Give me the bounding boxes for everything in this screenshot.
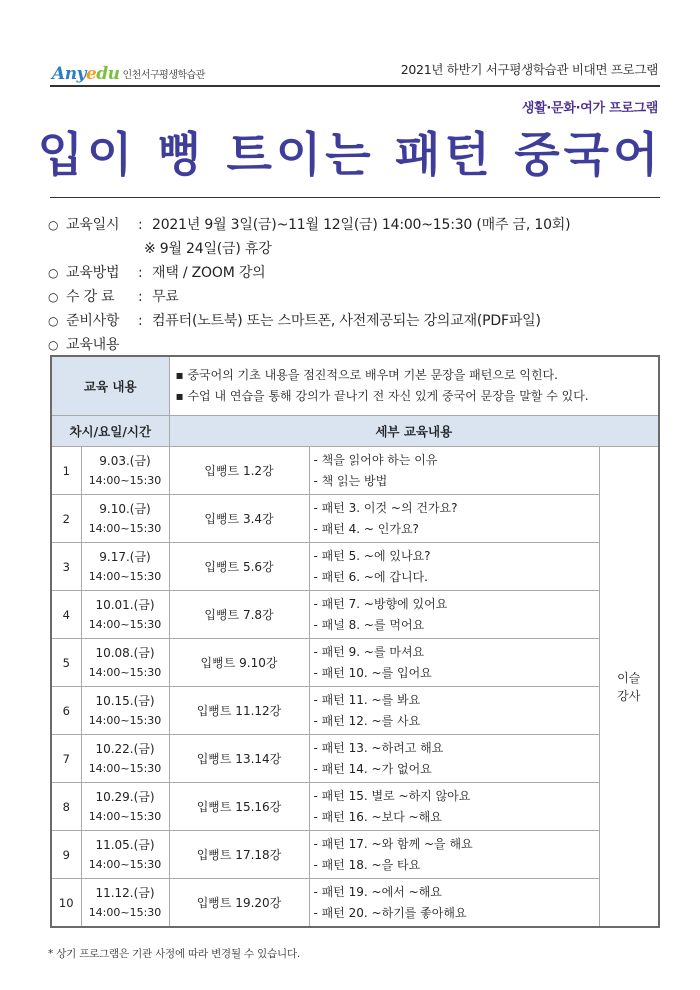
session-topics	[309, 687, 599, 735]
info-row-content	[48, 333, 570, 357]
session-datetime	[81, 687, 169, 735]
info-value: 컴퓨터(노트북) 또는 스마트폰, 사전제공되는 강의교재(PDF파일)	[152, 313, 541, 329]
session-topics	[309, 735, 599, 783]
session-date: 9.03.(금)	[99, 453, 151, 468]
session-time: 14:00~15:30	[88, 569, 162, 583]
session-topic: - 패턴 20. ~하기를 좋아해요	[313, 905, 467, 920]
info-colon: :	[138, 289, 143, 305]
session-topic: - 패턴 7. ~방향에 있어요	[313, 596, 448, 611]
session-datetime	[81, 447, 169, 495]
session-row	[51, 735, 659, 783]
info-label: 준비사항	[66, 313, 120, 329]
info-value: 무료	[152, 289, 179, 305]
info-value: 재택 / ZOOM 강의	[152, 265, 266, 281]
info-row-fee	[48, 285, 570, 309]
session-row	[51, 831, 659, 879]
session-topics	[309, 447, 599, 495]
session-course: 입뻥트 15.16강	[169, 783, 309, 831]
session-course: 입뻥트 1.2강	[169, 447, 309, 495]
session-topic: - 패턴 19. ~에서 ~해요	[313, 884, 442, 899]
session-topic: - 패널 8. ~를 먹어요	[313, 617, 425, 632]
session-date: 11.05.(금)	[95, 837, 155, 852]
instructor-cell	[599, 447, 659, 928]
session-topic: - 패턴 4. ~ 인가요?	[313, 521, 419, 536]
session-time: 14:00~15:30	[88, 857, 162, 871]
instructor-title: 강사	[617, 688, 641, 703]
session-time: 14:00~15:30	[88, 713, 162, 727]
session-topic: - 패턴 15. 별로 ~하지 않아요	[313, 788, 471, 803]
summary-content	[169, 356, 659, 416]
session-datetime	[81, 735, 169, 783]
session-time: 14:00~15:30	[88, 665, 162, 679]
session-course: 입뻥트 7.8강	[169, 591, 309, 639]
footnote: * 상기 프로그램은 기관 사정에 따라 변경될 수 있습니다.	[48, 948, 301, 960]
session-time: 14:00~15:30	[88, 761, 162, 775]
session-time: 14:00~15:30	[88, 617, 162, 631]
session-topics	[309, 831, 599, 879]
info-colon: :	[138, 217, 143, 233]
circle-bullet-icon: ○	[48, 290, 59, 304]
summary-row	[51, 356, 659, 416]
session-number: 3	[51, 543, 81, 591]
session-topics	[309, 495, 599, 543]
session-topic: - 패턴 13. ~하려고 해요	[313, 740, 444, 755]
session-date: 10.29.(금)	[95, 789, 155, 804]
session-row	[51, 495, 659, 543]
session-topic: - 패턴 6. ~에 갑니다.	[313, 569, 428, 584]
session-list	[51, 447, 659, 928]
session-date: 10.08.(금)	[95, 645, 155, 660]
summary-label: 교육 내용	[51, 356, 169, 416]
info-value: 2021년 9월 3일(금)~11월 12일(금) 14:00~15:30 (매주 금, 10회)	[152, 217, 571, 233]
session-date: 11.12.(금)	[95, 885, 155, 900]
session-time: 14:00~15:30	[88, 521, 162, 535]
circle-bullet-icon: ○	[48, 314, 59, 328]
session-row	[51, 783, 659, 831]
session-date: 10.15.(금)	[95, 693, 155, 708]
session-number: 9	[51, 831, 81, 879]
session-time: 14:00~15:30	[88, 473, 162, 487]
session-topic: - 패턴 10. ~를 입어요	[313, 665, 432, 680]
logo-org-name: 인천서구평생학습관	[122, 70, 205, 81]
session-topic: - 패턴 3. 이것 ~의 건가요?	[313, 500, 458, 515]
session-row	[51, 639, 659, 687]
session-topic: - 패턴 17. ~와 함께 ~을 해요	[313, 836, 473, 851]
session-datetime	[81, 639, 169, 687]
summary-point: ▪ 수업 내 연습을 통해 강의가 끝나기 전 자신 있게 중국어 문장을 말할 수 있다.	[175, 389, 589, 403]
session-course: 입뻥트 9.10강	[169, 639, 309, 687]
column-header-detail: 세부 교육내용	[169, 416, 659, 447]
session-number: 2	[51, 495, 81, 543]
session-datetime	[81, 495, 169, 543]
session-datetime	[81, 879, 169, 928]
header-divider	[50, 85, 660, 87]
session-datetime	[81, 543, 169, 591]
program-category: 생활·문화·여가 프로그램	[521, 101, 658, 116]
session-row	[51, 543, 659, 591]
session-date: 10.01.(금)	[95, 597, 155, 612]
session-topic: - 책 읽는 방법	[313, 473, 388, 488]
session-topics	[309, 591, 599, 639]
session-topic: - 패턴 18. ~을 타요	[313, 857, 421, 872]
session-date: 10.22.(금)	[95, 741, 155, 756]
session-course: 입뻥트 11.12강	[169, 687, 309, 735]
info-holiday-note: ※ 9월 24일(금) 휴강	[144, 241, 272, 257]
session-topic: - 패턴 14. ~가 없어요	[313, 761, 432, 776]
info-row-schedule	[48, 213, 570, 237]
column-header-session: 차시/요일/시간	[51, 416, 169, 447]
info-label: 교육일시	[66, 217, 120, 233]
session-datetime	[81, 591, 169, 639]
session-datetime	[81, 783, 169, 831]
info-label: 교육내용	[66, 337, 120, 353]
column-header-row	[51, 416, 659, 447]
session-course: 입뻥트 5.6강	[169, 543, 309, 591]
instructor-name: 이슬	[617, 670, 641, 685]
curriculum-table	[50, 355, 660, 928]
logo-brand: Anyedu	[52, 64, 120, 84]
session-number: 1	[51, 447, 81, 495]
circle-bullet-icon: ○	[48, 218, 59, 232]
program-info	[48, 213, 570, 357]
info-row-method	[48, 261, 570, 285]
session-topics	[309, 543, 599, 591]
info-row-preparation	[48, 309, 570, 333]
session-topics	[309, 783, 599, 831]
header-title: 2021년 하반기 서구평생학습관 비대면 프로그램	[400, 62, 658, 77]
session-topic: - 패턴 11. ~를 봐요	[313, 692, 421, 707]
info-label: 교육방법	[66, 265, 120, 281]
session-row	[51, 687, 659, 735]
session-date: 9.17.(금)	[99, 549, 151, 564]
organization-logo	[52, 58, 205, 84]
circle-bullet-icon: ○	[48, 266, 59, 280]
circle-bullet-icon: ○	[48, 338, 59, 352]
session-topic: - 패턴 12. ~를 사요	[313, 713, 421, 728]
session-topic: - 패턴 9. ~를 마셔요	[313, 644, 425, 659]
session-course: 입뻥트 19.20강	[169, 879, 309, 928]
session-topic: - 패턴 16. ~보다 ~해요	[313, 809, 442, 824]
session-number: 6	[51, 687, 81, 735]
session-topics	[309, 639, 599, 687]
title-divider	[50, 197, 660, 198]
summary-point: ▪ 중국어의 기초 내용을 점진적으로 배우며 기본 문장을 패턴으로 익힌다.	[175, 368, 558, 382]
info-label: 수 강 료	[66, 289, 115, 305]
session-date: 9.10.(금)	[99, 501, 151, 516]
info-colon: :	[138, 265, 143, 281]
session-datetime	[81, 831, 169, 879]
session-time: 14:00~15:30	[88, 809, 162, 823]
session-topics	[309, 879, 599, 928]
session-row	[51, 879, 659, 928]
session-number: 5	[51, 639, 81, 687]
session-number: 10	[51, 879, 81, 928]
session-time: 14:00~15:30	[88, 905, 162, 919]
info-colon: :	[138, 313, 143, 329]
session-row	[51, 447, 659, 495]
session-number: 7	[51, 735, 81, 783]
session-number: 8	[51, 783, 81, 831]
session-course: 입뻥트 17.18강	[169, 831, 309, 879]
session-course: 입뻥트 3.4강	[169, 495, 309, 543]
session-topic: - 책을 읽어야 하는 이유	[313, 452, 438, 467]
session-topic: - 패턴 5. ~에 있나요?	[313, 548, 431, 563]
session-course: 입뻥트 13.14강	[169, 735, 309, 783]
session-number: 4	[51, 591, 81, 639]
page-title: 입이 뻥 트이는 패턴 중국어	[37, 128, 663, 183]
session-row	[51, 591, 659, 639]
